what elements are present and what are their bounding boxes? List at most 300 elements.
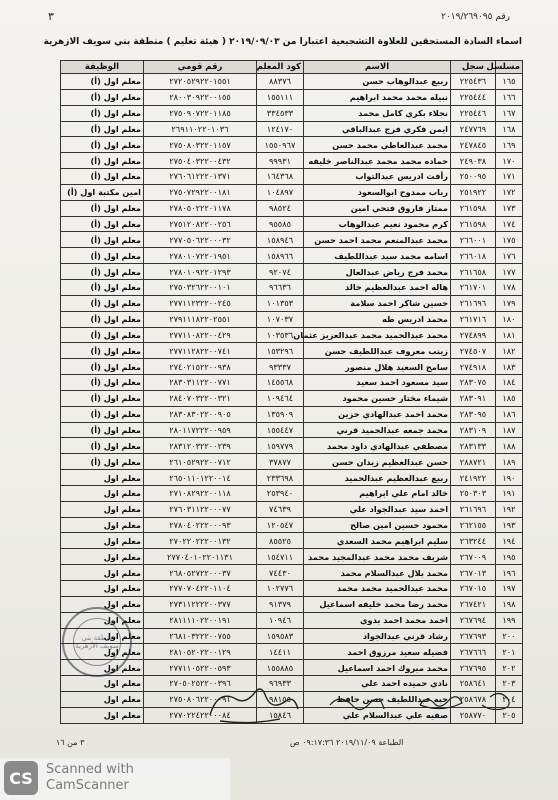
cell-code: ١٥٨٩٦٦ — [257, 248, 304, 264]
cell-code: ١٢٠٥٤٧ — [257, 517, 304, 533]
cell-serial: ١٦٦ — [496, 89, 523, 105]
cell-code: ٩٦٩٣٣ — [257, 676, 304, 692]
cell-national-id: ٢٧١٠٨٢٩٢٢٠٠١١٨ — [144, 485, 257, 501]
cell-national-id: ٢٧٨٠١٠٧٢٢٠١٩٥١ — [144, 248, 257, 264]
cell-job: معلم اول (أ) — [61, 359, 144, 375]
cell-reg: ٢٧٤٩١٨ — [451, 359, 496, 375]
cell-national-id: ٢٧٢٠٥٢٩٢٢٠١٥٥١ — [144, 74, 257, 90]
cell-reg: ٢٦١٥٩٨ — [451, 216, 496, 232]
cell-job: معلم اول (أ) — [61, 216, 144, 232]
cell-code: ١٥٥٠٩٦٧ — [257, 137, 304, 153]
cell-name: رشاد قرني عبدالجواد — [304, 628, 451, 644]
cell-reg: ٢٦٧٦٩٥ — [451, 660, 496, 676]
cell-serial: ١٨٤ — [496, 375, 523, 391]
cell-serial: ١٧٥ — [496, 232, 523, 248]
table-row — [61, 121, 523, 137]
cell-job: معلم اول — [61, 596, 144, 612]
cell-name: اسامه محمد سيد عبداللطيف — [304, 248, 451, 264]
cell-job: معلم اول — [61, 565, 144, 581]
table-row — [61, 454, 523, 470]
table-row — [61, 200, 523, 216]
cell-reg: ٢٦١٧١٦ — [451, 311, 496, 327]
table-row — [61, 422, 523, 438]
table-row — [61, 232, 523, 248]
cell-reg: ٢٨٣٠٩٥ — [451, 406, 496, 422]
cell-serial: ١٩٥ — [496, 549, 523, 565]
cell-serial: ١٦٨ — [496, 121, 523, 137]
cell-job: معلم اول (أ) — [61, 375, 144, 391]
cell-name: شيماء مختار حسين محمود — [304, 390, 451, 406]
cell-code: ١٠١٣٥٣ — [257, 295, 304, 311]
stamp-text: منطقة بني سويف الأزهرية — [75, 634, 119, 650]
cell-national-id: ٢٧٠٢٢٠٢٢٢٠٠١٣٢ — [144, 533, 257, 549]
cell-name: محمد عبدالحميد محمد عبدالعزيز عثمان — [304, 327, 451, 343]
cell-name: محمد ادريس طه — [304, 311, 451, 327]
cell-national-id: ٢٨٣٠٣١١٢٢٠٠٧٧١ — [144, 375, 257, 391]
cell-national-id: ٢٧٦٠٦١٢٢٢٠١٣٧١ — [144, 169, 257, 185]
cell-code: ٢٣٣٦٩٨ — [257, 470, 304, 486]
cell-serial: ١٩١ — [496, 485, 523, 501]
cell-serial: ١٨٩ — [496, 454, 523, 470]
employees-table — [60, 60, 523, 724]
cell-serial: ٢٠٤ — [496, 691, 523, 707]
cell-name: حسين شاكر احمد سلامة — [304, 295, 451, 311]
cell-name: محمد عبدالحميد محمد محمد — [304, 581, 451, 597]
cell-name: شريف محمد محمد عبدالمجيد محمد — [304, 549, 451, 565]
table-row — [61, 295, 523, 311]
cell-name: حماده محمد محمد عبدالناصر خليفه — [304, 153, 451, 169]
cell-serial: ١٩٤ — [496, 533, 523, 549]
cell-code: ١٠٧٠٣٧ — [257, 311, 304, 327]
stamp-inner-ring — [73, 618, 121, 666]
cell-reg: ٢٤٧٧٦٩ — [451, 121, 496, 137]
table-row — [61, 105, 523, 121]
cell-job: معلم اول (أ) — [61, 438, 144, 454]
cell-reg: ٢٦١٦٩٦ — [451, 295, 496, 311]
cell-reg: ٢٦٧٦٩٣ — [451, 628, 496, 644]
cell-job: معلم اول — [61, 485, 144, 501]
cell-job: معلم اول (أ) — [61, 169, 144, 185]
cell-code: ١٣٥٩٠٩ — [257, 406, 304, 422]
cell-reg: ٢٦١٦٥٨ — [451, 264, 496, 280]
camscanner-logo-icon: CS — [4, 761, 38, 795]
table-row — [61, 438, 523, 454]
cell-serial: ١٧٨ — [496, 279, 523, 295]
cell-reg: ٢٥٨٦٧٨ — [451, 691, 496, 707]
cell-reg: ٢٤١٩٢٢ — [451, 470, 496, 486]
cell-national-id: ٢٨٣٠٨٣٠٢٢٠٠٩٠٥ — [144, 406, 257, 422]
cell-job: معلم اول (أ) — [61, 153, 144, 169]
signature-3 — [330, 699, 384, 710]
cell-national-id: ٢٧٠٥٠٢٥٢٢٠٠٣٩٦ — [144, 676, 257, 692]
table-row — [61, 565, 523, 581]
cell-reg: ٢٦٧٦٦٦ — [451, 644, 496, 660]
cell-job: معلم اول (أ) — [61, 89, 144, 105]
official-stamp — [62, 607, 132, 677]
table-row — [61, 153, 523, 169]
cell-serial: ١٨٣ — [496, 359, 523, 375]
cell-name: محمد جمعه عبدالحميد قرني — [304, 422, 451, 438]
cell-serial: ١٧٦ — [496, 248, 523, 264]
cell-code: ١٥٣٢٩٦ — [257, 343, 304, 359]
cell-serial: ١٨١ — [496, 327, 523, 343]
camscanner-text: Scanned with CamScanner — [46, 762, 134, 793]
cell-name: نجلاء بكري كامل محمد — [304, 105, 451, 121]
cell-national-id: ٢٧٨٠١٠٩٢٢٠١٢٩٣ — [144, 264, 257, 280]
cell-job: معلم اول — [61, 549, 144, 565]
cell-name: محمود حسين امين صالح — [304, 517, 451, 533]
table-header-row — [61, 61, 523, 74]
cell-serial: ١٦٩ — [496, 137, 523, 153]
cell-code: ٣٣٤٥٣٣ — [257, 105, 304, 121]
cell-reg: ٢٨٣٠٩١ — [451, 390, 496, 406]
cell-name: محمد احمد عبدالهادي حزين — [304, 406, 451, 422]
document-number: رقم ٢٠١٩/٢٦٩٠٩٥ — [441, 12, 510, 22]
cell-reg: ٢٢٥٤٣٦ — [451, 74, 496, 90]
cell-national-id: ٢٧٧٠٧٠٤٢٢٠١١٠٤ — [144, 581, 257, 597]
cell-national-id: ٢٧٥٠٣٢٦٢٢٠٠١٠١ — [144, 279, 257, 295]
cell-serial: ١٨٠ — [496, 311, 523, 327]
document-header-line — [40, 10, 520, 30]
table-row — [61, 248, 523, 264]
cell-code: ١٤٤١١ — [257, 644, 304, 660]
cell-national-id: ٢٧٥١٢٠٨٢٢٠٠٢٥٦ — [144, 216, 257, 232]
table-row — [61, 375, 523, 391]
cell-name: ايمن فكري فرج عبدالباقي — [304, 121, 451, 137]
cell-serial: ١٧٧ — [496, 264, 523, 280]
header-serial: مسلسل — [496, 61, 523, 74]
cell-name: فضيله سعيد مرزوق احمد — [304, 644, 451, 660]
cell-national-id: ٢٧٥٠٤٠٣٢٢٠٠٤٣٢ — [144, 153, 257, 169]
table-row — [61, 549, 523, 565]
cell-job: امين مكتبة اول (أ) — [61, 184, 144, 200]
cell-name: محمد فرج رياض عبدالعال — [304, 264, 451, 280]
cell-job: معلم اول (أ) — [61, 137, 144, 153]
cell-code: ٧٤٤٣٠ — [257, 565, 304, 581]
cell-code: ١٥٥٤٤٧ — [257, 422, 304, 438]
cell-serial: ٢٠٢ — [496, 660, 523, 676]
table-body — [61, 74, 523, 724]
table-row — [61, 660, 523, 676]
cell-national-id: ٢٧٧١١٠٨٢٢٠٠٤٢٩ — [144, 327, 257, 343]
cell-serial: ١٧٢ — [496, 184, 523, 200]
cell-reg: ٢٥١٩٢٢ — [451, 184, 496, 200]
table-row — [61, 485, 523, 501]
cell-code: ٩٥٥٨٥ — [257, 216, 304, 232]
cell-national-id: ٢٧٧٠٤٠١٠٢٢٠١١٣١ — [144, 549, 257, 565]
cell-reg: ٢٦٧٠١٣ — [451, 565, 496, 581]
cell-national-id: ٢٧٤٠٢١٥٢٢٠٠٩٣٨ — [144, 359, 257, 375]
cell-name: احمد سيد عبدالجواد علي — [304, 501, 451, 517]
cell-code: ١٠٤٨٩٧ — [257, 184, 304, 200]
cell-serial: ٢٠٥ — [496, 707, 523, 723]
cell-serial: ١٩٦ — [496, 565, 523, 581]
cell-national-id: ٢٧٥٠٧٢٩٢٢٠٠١٨١ — [144, 184, 257, 200]
cell-name: سامح السعيد هلال منصور — [304, 359, 451, 375]
table-row — [61, 279, 523, 295]
cell-national-id: ٢٦٨٠٥٢٧٢٢٠٠٠٣٧ — [144, 565, 257, 581]
cell-reg: ٢٦٧٠٠٩ — [451, 549, 496, 565]
cell-reg: ٢٧٤٨٩٩ — [451, 327, 496, 343]
cell-national-id: ٢٨٤٠٧٠٣٢٢٠٠٣٢١ — [144, 390, 257, 406]
cell-national-id: ٢٧٣١١٢٢٢٢٠٠٣٧٧ — [144, 596, 257, 612]
cell-job: معلم اول — [61, 644, 144, 660]
cell-national-id: ٢٧٥٠٨٠٦٢٢٠٠٠٩١ — [144, 691, 257, 707]
cell-serial: ١٩٧ — [496, 581, 523, 597]
cell-job: معلم اول (أ) — [61, 454, 144, 470]
cell-code: ٩٨١٥٥ — [257, 691, 304, 707]
cell-serial: ١٩٨ — [496, 596, 523, 612]
cell-serial: ١٨٢ — [496, 343, 523, 359]
cell-code: ٩٢٠٧٤ — [257, 264, 304, 280]
cell-job: معلم اول (أ) — [61, 248, 144, 264]
signature-1 — [482, 693, 509, 709]
cell-reg: ٢٢٥٤٤٦ — [451, 105, 496, 121]
cell-job: معلم اول — [61, 660, 144, 676]
cell-name: ربيع عبدالعظيم عبدالحميد — [304, 470, 451, 486]
print-timestamp: الطباعة ٢٠١٩/١١/٠٩ ٠٩:١٧:٣٦ ص — [290, 738, 404, 747]
page-number: ٣ — [48, 10, 54, 23]
table-row — [61, 359, 523, 375]
cell-job: معلم اول (أ) — [61, 200, 144, 216]
cell-reg: ٢٥٠٠٩٥ — [451, 169, 496, 185]
cell-name: محمد رضا محمد خليفه اسماعيل — [304, 596, 451, 612]
cell-national-id: ٢٧٦٠٣١١٢٢٠٠٠٧٧ — [144, 501, 257, 517]
cell-reg: ٢٦١٥٩٨ — [451, 200, 496, 216]
cell-national-id: ٢٧٥٠٩٠٧٢٢٠١١٨٥ — [144, 105, 257, 121]
cell-code: ١٠٩٤٦ — [257, 612, 304, 628]
cell-national-id: ٢٦١٠٥٢٩٢٢٠٠٧١٢ — [144, 454, 257, 470]
table-row — [61, 596, 523, 612]
cell-job: معلم اول — [61, 517, 144, 533]
cell-serial: ١٩٠ — [496, 470, 523, 486]
cell-serial: ١٨٥ — [496, 390, 523, 406]
table-row — [61, 216, 523, 232]
cell-code: ١٠٩٤٦٤ — [257, 390, 304, 406]
signature-4 — [210, 689, 298, 723]
cell-name: نادي حميده احمد علي — [304, 676, 451, 692]
page-count: ٣ من ١٦ — [56, 738, 85, 747]
cell-name: سليم ابراهيم محمد السعدي — [304, 533, 451, 549]
cell-national-id: ٢٦٨١٠٣٢٢٢٠٠٧٥٥ — [144, 628, 257, 644]
cell-code: ١٥٨٤٦ — [257, 707, 304, 723]
cell-reg: ٢٦١٦٩٦ — [451, 501, 496, 517]
cell-name: سيد مسعود احمد سعيد — [304, 375, 451, 391]
table-row — [61, 612, 523, 628]
cell-national-id: ٢٨١١١١٠٢٢٠٠١٩١ — [144, 612, 257, 628]
cell-job: معلم اول (أ) — [61, 232, 144, 248]
cell-job: معلم اول — [61, 470, 144, 486]
cell-job: معلم اول (أ) — [61, 311, 144, 327]
cell-name: محمد عبدالمنعم محمد احمد حسن — [304, 232, 451, 248]
cell-code: ١٥٨٩٤٦ — [257, 232, 304, 248]
cell-name: صفيه علي عبدالسلام علي — [304, 707, 451, 723]
signature-2 — [420, 697, 462, 709]
cell-job: معلم اول (أ) — [61, 390, 144, 406]
cell-national-id: ٢٧٩١١١٨٢٢٠٢٥٥١ — [144, 311, 257, 327]
cell-serial: ١٧٠ — [496, 153, 523, 169]
table-row — [61, 137, 523, 153]
cell-serial: ١٦٧ — [496, 105, 523, 121]
cell-job: معلم اول (أ) — [61, 105, 144, 121]
cell-national-id: ٢٧٧٠٢٢٤٢٢٠٠٠٨٤ — [144, 707, 257, 723]
cell-name: نبيله محمد محمد ابراهيم — [304, 89, 451, 105]
table-row — [61, 501, 523, 517]
cell-code: ٨٨٣٧٦ — [257, 74, 304, 90]
cell-job: معلم اول (أ) — [61, 279, 144, 295]
table-row — [61, 581, 523, 597]
signatures — [190, 685, 530, 730]
cell-reg: ٢٤٩٠٣٨ — [451, 153, 496, 169]
cell-code: ٧٤٦٣٩ — [257, 501, 304, 517]
camscanner-watermark — [0, 758, 230, 800]
cell-name: رباب ممدوح ابوالسعود — [304, 184, 451, 200]
cell-national-id: ٢٨٠٠٣٠٩٢٢٠٠١٥٥ — [144, 89, 257, 105]
cell-reg: ٢٦١٧٠١ — [451, 279, 496, 295]
cell-code: ١٥٩٥٨٣ — [257, 628, 304, 644]
cell-code: ١٥٥٨٨٥ — [257, 660, 304, 676]
cell-name: هاله احمد عبدالعظيم خالد — [304, 279, 451, 295]
table-row — [61, 311, 523, 327]
cell-national-id: ٢٧٧١١٢٣٢٢٠٠٢٤٥ — [144, 295, 257, 311]
cell-job: معلم اول (أ) — [61, 343, 144, 359]
cell-job: معلم اول — [61, 533, 144, 549]
header-national-id: رقم قومي — [144, 61, 257, 74]
cell-national-id: ٢٦٩١١٠٢٢٠١٠٣٦ — [144, 121, 257, 137]
cell-national-id: ٢٧٧١١٢٨٢٢٠٠٧٤١ — [144, 343, 257, 359]
table-row — [61, 533, 523, 549]
cell-serial: ١٨٦ — [496, 406, 523, 422]
cell-name: رأفت ادريس عبدالتواب — [304, 169, 451, 185]
cell-serial: ١٧٩ — [496, 295, 523, 311]
cell-serial: ١٧٤ — [496, 216, 523, 232]
cell-reg: ٢٨٣١٠٩ — [451, 422, 496, 438]
cell-code: ١٥٩٧٧٩ — [257, 438, 304, 454]
cell-job: معلم اول (أ) — [61, 74, 144, 90]
cell-reg: ٢٦٧٠١٥ — [451, 581, 496, 597]
cell-code: ١٠٣٥٣٦ — [257, 327, 304, 343]
cell-reg: ٢٥٨٦٤١ — [451, 676, 496, 692]
cell-code: ١٤٥٥٦٨ — [257, 375, 304, 391]
cell-code: ٩٦٦٣٦ — [257, 279, 304, 295]
cell-serial: ١٧٣ — [496, 200, 523, 216]
cell-code: ٨٥٥٢٥ — [257, 533, 304, 549]
cell-reg: ٢٢٥٤٤٤ — [451, 89, 496, 105]
cell-reg: ٢٥٠٣٠٣ — [451, 485, 496, 501]
cell-job: معلم اول — [61, 612, 144, 628]
cell-code: ١٥٥١١١ — [257, 89, 304, 105]
cell-code: ٩٣٣٣٧ — [257, 359, 304, 375]
cell-reg: ٢٨٣١٣٣ — [451, 438, 496, 454]
cell-reg: ٢٦٢١٥٥ — [451, 517, 496, 533]
cell-job: معلم اول — [61, 501, 144, 517]
cell-name: حسن عبدالعظيم زيدان حسن — [304, 454, 451, 470]
cell-job: معلم اول — [61, 691, 144, 707]
cell-code: ١٢٤١٧٠ — [257, 121, 304, 137]
table-row — [61, 74, 523, 90]
cell-name: حبه عبداللطيف حسن حافظ — [304, 691, 451, 707]
table-row — [61, 184, 523, 200]
cell-serial: ١٨٧ — [496, 422, 523, 438]
cell-name: زينب معروف عبداللطيف حسن — [304, 343, 451, 359]
table-row — [61, 406, 523, 422]
cell-serial: ١٩٩ — [496, 612, 523, 628]
table-row — [61, 390, 523, 406]
cell-national-id: ٢٧٨٠٥٠٢٢٢٠١١٧٨ — [144, 200, 257, 216]
cell-name: ممتاز فاروق فتحي امين — [304, 200, 451, 216]
cell-job: معلم اول (أ) — [61, 406, 144, 422]
table-row — [61, 264, 523, 280]
cell-code: ١٥٤٧١١ — [257, 549, 304, 565]
table-row — [61, 89, 523, 105]
cell-job: معلم اول — [61, 707, 144, 723]
cell-code: ٣٧٨٧٧ — [257, 454, 304, 470]
table-row — [61, 517, 523, 533]
table-row — [61, 169, 523, 185]
cell-name: محمد بلال عبدالسلام محمد — [304, 565, 451, 581]
table-row — [61, 327, 523, 343]
cell-serial: ١٩٣ — [496, 517, 523, 533]
header-job: الوظيفة — [61, 61, 144, 74]
table-row — [61, 470, 523, 486]
cell-serial: ٢٠٣ — [496, 676, 523, 692]
cell-name: مصطفي عبدالهادي داود محمد — [304, 438, 451, 454]
cell-reg: ٢٨٣٠٧٥ — [451, 375, 496, 391]
cell-job: معلم اول (أ) — [61, 422, 144, 438]
cell-reg: ٢٤٧٨٤٥ — [451, 137, 496, 153]
cell-reg: ٢٦٧٦٩٤ — [451, 612, 496, 628]
cell-reg: ٢٦٦٠٠١ — [451, 232, 496, 248]
cell-name: محمد مبروك احمد اسماعيل — [304, 660, 451, 676]
cell-serial: ٢٠٠ — [496, 628, 523, 644]
cell-job: معلم اول (أ) — [61, 121, 144, 137]
cell-code: ٩٨٥٢٤ — [257, 200, 304, 216]
cell-reg: ٢٦٣٢٤٤ — [451, 533, 496, 549]
cell-job: معلم اول — [61, 628, 144, 644]
cell-code: ١٦٤٣٦٨ — [257, 169, 304, 185]
cell-national-id: ٢٨٠١١٧٢٢٢٠٠٩٥٩ — [144, 422, 257, 438]
cell-code: ٢٥٣٩٤٠ — [257, 485, 304, 501]
cell-code: ١٠٢٧٧٦ — [257, 581, 304, 597]
cell-serial: ١٧١ — [496, 169, 523, 185]
header-reg: سجل — [451, 61, 496, 74]
cell-national-id: ٢٧٥٠٨٠٣٢٢٠١١٥٧ — [144, 137, 257, 153]
cell-serial: ١٩٢ — [496, 501, 523, 517]
cell-reg: ٢٥٨٧٧٠ — [451, 707, 496, 723]
cell-national-id: ٢٧٨٠٤٠٢٢٢٠٠٠٩٣ — [144, 517, 257, 533]
cell-national-id: ٢٨٣١٢٠٣٢٢٠٠٢٣٩ — [144, 438, 257, 454]
cell-name: محمد عبدالعاطي محمد حسن — [304, 137, 451, 153]
cell-job: معلم اول (أ) — [61, 327, 144, 343]
cell-national-id: ٢٧٧١١٠٥٢٢٠٠٥٩٣ — [144, 660, 257, 676]
cell-job: معلم اول — [61, 676, 144, 692]
cell-reg: ٢٨٨٧٢١ — [451, 454, 496, 470]
header-code: كود المعلم — [257, 61, 304, 74]
cell-code: ٩٩٩٣١ — [257, 153, 304, 169]
cell-reg: ٢٦٦٠١٨ — [451, 248, 496, 264]
cell-name: خالد امام علي ابراهيم — [304, 485, 451, 501]
cell-job: معلم اول (أ) — [61, 264, 144, 280]
cell-national-id: ٢٨١٠٥٢٠٢٢٠٠١٢٩ — [144, 644, 257, 660]
cell-name: ربيع عبدالوهاب حسن — [304, 74, 451, 90]
cell-serial: ١٨٨ — [496, 438, 523, 454]
cell-name: كرم محمود نعيم عبدالوهاب — [304, 216, 451, 232]
table-row — [61, 343, 523, 359]
header-name: الاسم — [304, 61, 451, 74]
document-title: اسماء السادة المستحقين للعلاوة التشجيعية اعتبارا من ٢٠١٩/٠٩/٠٣ ( هيئة تعليم ) منطقة بني سويف الازهرية — [43, 37, 522, 47]
cell-job: معلم اول (أ) — [61, 295, 144, 311]
cell-reg: ٢٦٧٤٢١ — [451, 596, 496, 612]
